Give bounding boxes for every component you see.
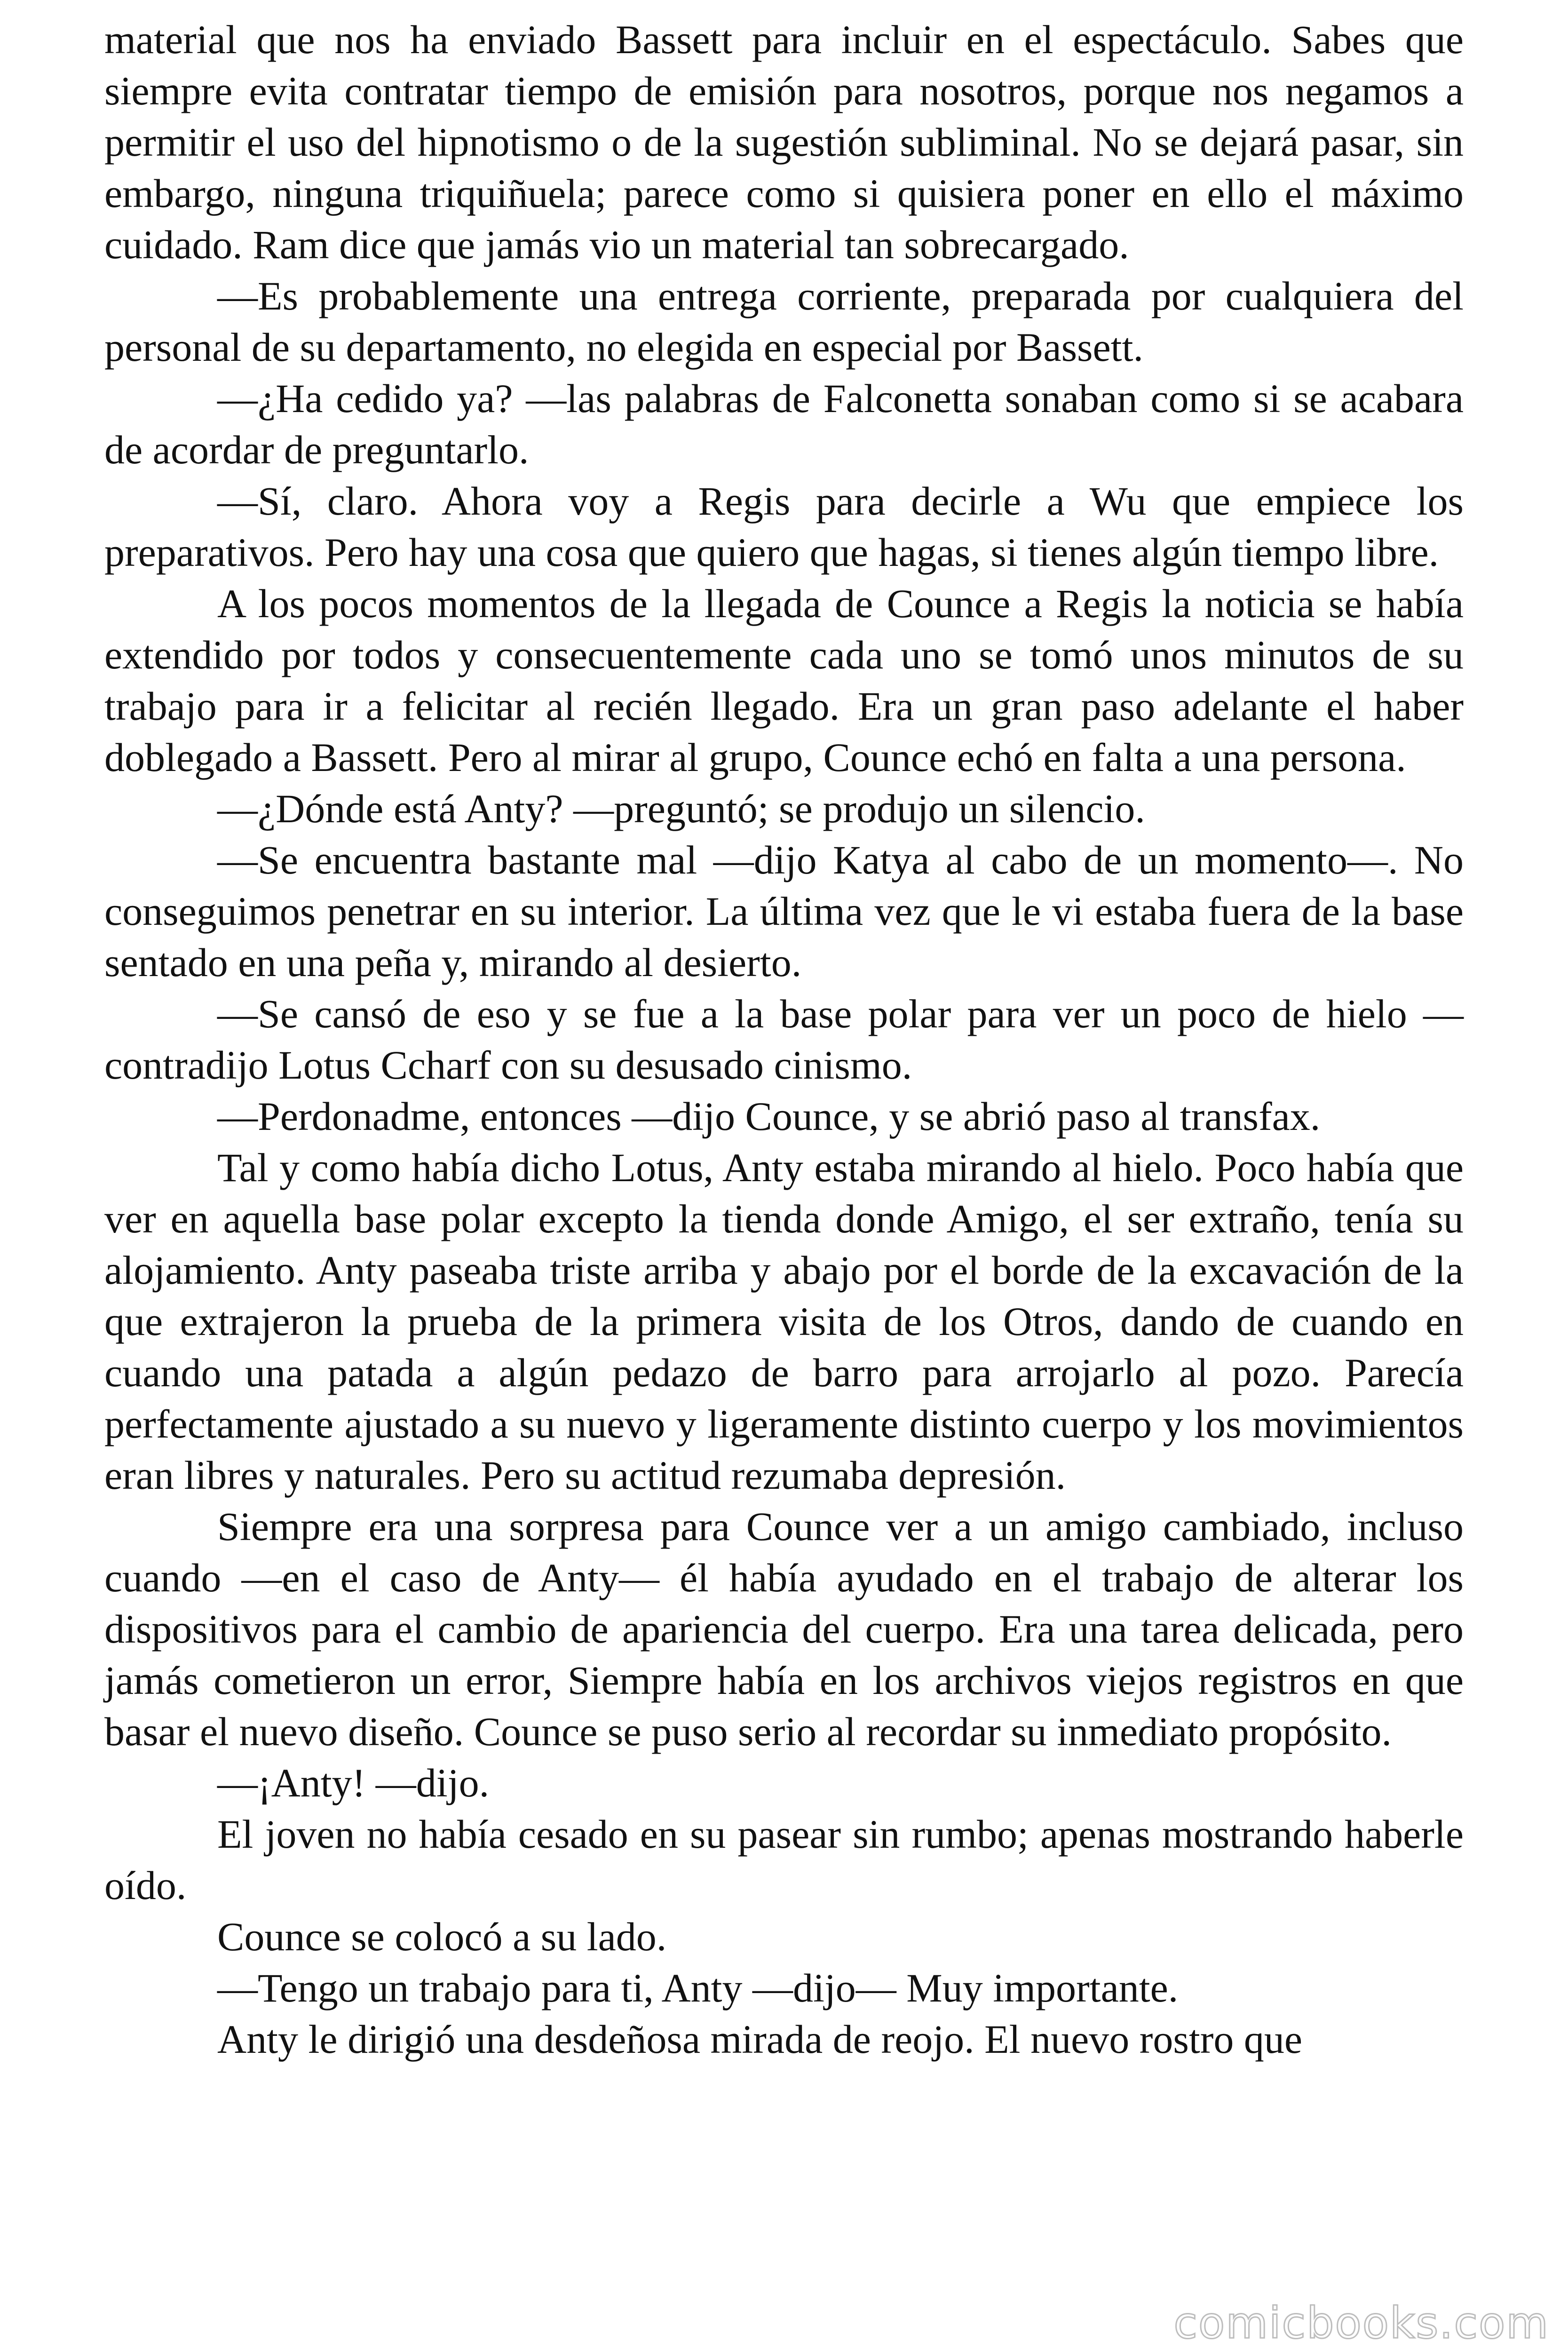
paragraph: Anty le dirigió una desdeñosa mirada de reojo. El nuevo rostro que [217,2017,1303,2062]
paragraph: —Se encuentra bastante mal —dijo Katya al cabo de un momento—. No conseguimos penetrar en su interior. La última vez que le vi estaba fuera de la base sentado en una peña y, mirando al desierto. [104,837,1464,985]
paragraph: —Se cansó de eso y se fue a la base polar para ver un poco de hielo —contradijo Lotus Ccharf con su desusado cinismo. [104,991,1464,1088]
body-text [104,14,1464,2065]
paragraph: —¡Anty! —dijo. [217,1760,490,1805]
paragraph: A los pocos momentos de la llegada de Counce a Regis la noticia se había extendido por todos y consecuentemente cada uno se tomó unos minutos de su trabajo para ir a felicitar al recién llegado. Era un gran paso adelante el haber doblegado a Bassett. Pero al mirar al grupo, Counce echó en falta a una persona. [104,581,1464,780]
paragraph: Counce se colocó a su lado. [217,1914,667,1959]
paragraph: —Sí, claro. Ahora voy a Regis para decirle a Wu que empiece los preparativos. Pero hay una cosa que quiero que hagas, si tienes algún tiempo libre. [104,478,1464,575]
paragraph: Tal y como había dicho Lotus, Anty estaba mirando al hielo. Poco había que ver en aquella base polar excepto la tienda donde Amigo, el ser extraño, tenía su alojamiento. Anty paseaba triste arriba y abajo por el borde de la excavación de la que extrajeron la prueba de la primera visita de los Otros, dando de cuando en cuando una patada a algún pedazo de barro para arrojarlo al pozo. Parecía perfectamente ajustado a su nuevo y ligeramente distinto cuerpo y los movimientos eran libres y naturales. Pero su actitud rezumaba depresión. [104,1145,1464,1498]
paragraph: —Perdonadme, entonces —dijo Counce, y se abrió paso al transfax. [217,1094,1321,1139]
paragraph: Siempre era una sorpresa para Counce ver a un amigo cambiado, incluso cuando —en el caso de Anty— él había ayudado en el trabajo de alterar los dispositivos para el cambio de apariencia del cuerpo. Era una tarea delicada, pero jamás cometieron un error, Siempre había en los archivos viejos registros en que basar el nuevo diseño. Counce se puso serio al recordar su inmediato propósito. [104,1504,1464,1754]
paragraph: El joven no había cesado en su pasear sin rumbo; apenas mostrando haberle oído. [104,1812,1464,1908]
paragraph: —¿Dónde está Anty? —preguntó; se produjo un silencio. [217,786,1145,831]
paragraph: —Es probablemente una entrega corriente, preparada por cualquiera del personal de su departamento, no elegida en especial por Bassett. [104,273,1464,370]
paragraph: —Tengo un trabajo para ti, Anty —dijo— Muy importante. [217,1965,1179,2010]
paragraph: —¿Ha cedido ya? —las palabras de Falconetta sonaban como si se acabara de acordar de preguntarlo. [104,376,1464,472]
watermark-logo: comicbooks.com [1173,2298,1549,2348]
paragraph: material que nos ha enviado Bassett para incluir en el espectáculo. Sabes que siempre evita contratar tiempo de emisión para nosotros, porque nos negamos a permitir el uso del hipnotismo o de la sugestión subliminal. No se dejará pasar, sin embargo, ninguna triquiñuela; parece como si quisiera poner en ello el máximo cuidado. Ram dice que jamás vio un material tan sobrecargado. [104,17,1464,267]
